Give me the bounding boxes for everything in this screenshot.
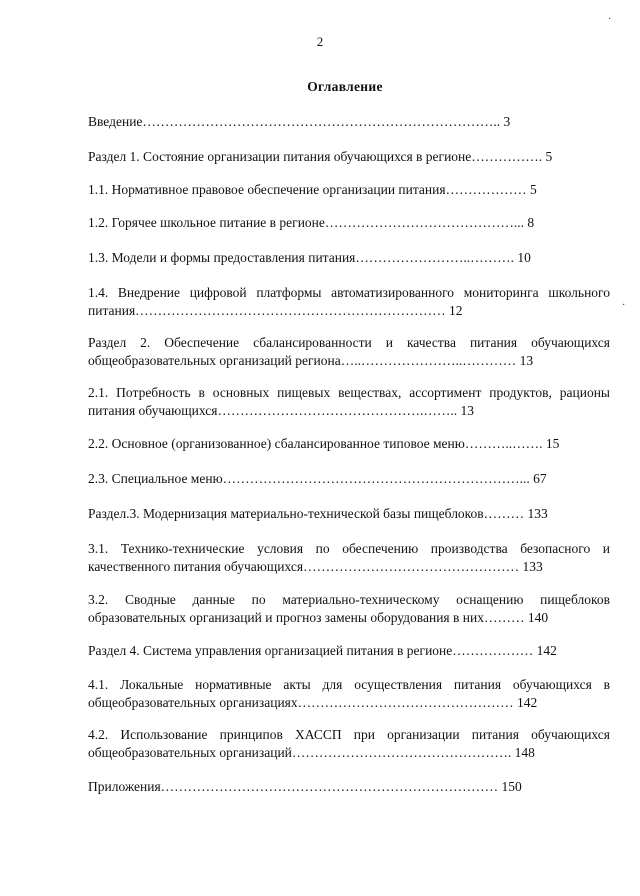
- toc-entry-intro: Введение…………………………………………………………………….. 3: [88, 114, 511, 129]
- toc-entry-1-3: 1.3. Модели и формы предоставления питания……………………..………. 10: [88, 250, 531, 265]
- toc-entry-2-1: 2.1. Потребность в основных пищевых веществах, ассортимент продуктов, рационы питания обучающихся……………………………………….…….. 13: [88, 385, 610, 418]
- toc-entry-appendix: Приложения………………………………………………………………… 150: [88, 779, 522, 794]
- scan-speck: ·: [622, 300, 626, 311]
- page-number: 2: [316, 34, 324, 49]
- toc-entry-section-4: Раздел 4. Система управления организацией питания в регионе……………… 142: [88, 643, 557, 658]
- toc-entry-4-1: 4.1. Локальные нормативные акты для осуществления питания обучающихся в общеобразовательных организациях………………………………………… 142: [88, 677, 610, 710]
- toc-entry-2-2: 2.2. Основное (организованное) сбалансированное типовое меню………..……. 15: [88, 436, 560, 451]
- scan-speck: ·: [608, 14, 612, 25]
- toc-entry-3-1: 3.1. Технико-технические условия по обеспечению производства безопасного и качественного питания обучающихся………………………………………… 133: [88, 541, 610, 574]
- toc-entry-section-2: Раздел 2. Обеспечение сбалансированности и качества питания обучающихся общеобразовательных организаций региона…..…………………..………… 13: [88, 335, 610, 368]
- toc-title: Оглавление: [307, 79, 383, 94]
- toc-entry-1-2: 1.2. Горячее школьное питание в регионе……………………………………... 8: [88, 215, 535, 230]
- toc-entry-4-2: 4.2. Использование принципов ХАССП при организации питания обучающихся общеобразовательных организаций…………………………………………. 148: [88, 727, 610, 760]
- toc-entry-3-2: 3.2. Сводные данные по материально-техническому оснащению пищеблоков образовательных организаций и прогноз замены оборудования в них……… 140: [88, 592, 610, 625]
- toc-entry-section-3: Раздел.3. Модернизация материально-технической базы пищеблоков……… 133: [88, 506, 548, 521]
- toc-entry-1-4: 1.4. Внедрение цифровой платформы автоматизированного мониторинга школьного питания…………………………………………………………… 12: [88, 285, 610, 318]
- toc-entry-1-1: 1.1. Нормативное правовое обеспечение организации питания……………… 5: [88, 182, 537, 197]
- toc-entry-2-3: 2.3. Специальное меню…………………………………………………………... 67: [88, 471, 547, 486]
- toc-entry-section-1: Раздел 1. Состояние организации питания обучающихся в регионе……………. 5: [88, 149, 553, 164]
